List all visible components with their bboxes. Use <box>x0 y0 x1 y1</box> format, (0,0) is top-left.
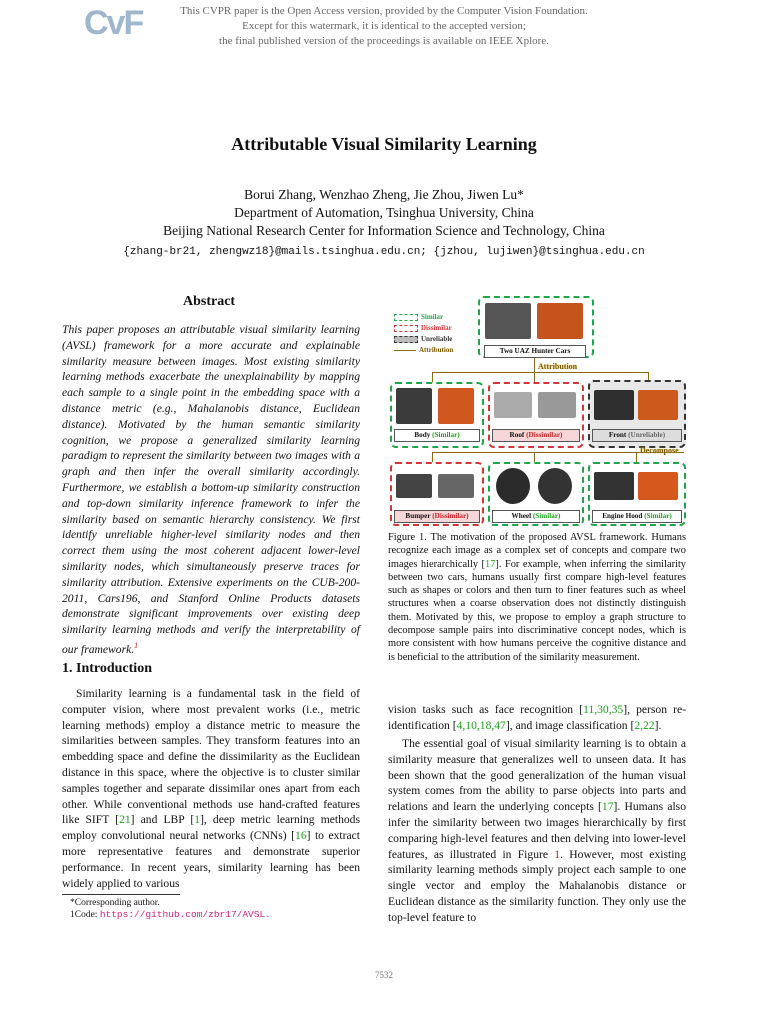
abstract-footnote-mark[interactable]: 1 <box>134 640 139 650</box>
intro-text-2: ] and LBP [ <box>130 813 195 827</box>
citations-face[interactable]: 11,30,35 <box>583 703 624 716</box>
figure-1-caption <box>388 531 686 664</box>
attribution-line-1 <box>432 372 648 373</box>
wheel-node-label <box>492 510 580 523</box>
affiliation-2: Beijing National Research Center for Information Science and Technology, China <box>163 223 605 238</box>
wheel-label-status: (Similar) <box>532 512 561 520</box>
top-node-label: Two UAZ Hunter Cars <box>484 345 586 358</box>
page-number: 7532 <box>375 970 393 980</box>
roof-node-label <box>492 429 580 442</box>
front-image-1 <box>594 390 634 420</box>
right-text-0d: ]. <box>654 718 662 732</box>
engine-hood-label-status: (Similar) <box>644 512 672 520</box>
footnote-code <box>70 909 271 921</box>
watermark-line-3: the final published version of the proceedings is available on IEEE Xplore. <box>219 35 549 47</box>
wheel-image-2 <box>538 468 572 504</box>
attribution-drop-2 <box>534 372 535 382</box>
legend-attribution-arrow <box>394 350 416 351</box>
decompose-drop-1 <box>432 452 433 462</box>
roof-label-status: (Dissimilar) <box>526 431 563 439</box>
citations-classification[interactable]: 2,22 <box>634 718 655 732</box>
legend-unreliable-label: Unreliable <box>421 335 453 343</box>
legend-similar <box>394 312 443 322</box>
paper-title: Attributable Visual Similarity Learning <box>231 134 537 154</box>
citation-16[interactable]: 16 <box>295 829 307 843</box>
legend-similar-swatch <box>394 314 418 321</box>
roof-image-2 <box>538 392 576 418</box>
attribution-drop-1 <box>432 372 433 382</box>
bumper-image-2 <box>438 474 474 498</box>
engine-hood-image-1 <box>594 472 634 500</box>
footnote-corresponding: *Corresponding author. <box>70 898 160 908</box>
legend-dissimilar-label: Dissimilar <box>421 324 452 332</box>
right-col-paragraph-1 <box>388 736 686 926</box>
legend-unreliable <box>394 334 452 344</box>
figure-1-ref[interactable]: 1 <box>554 847 561 861</box>
attribution-stem-1 <box>534 358 535 372</box>
intro-paragraph <box>62 686 360 891</box>
right-text-1c: . However, most existing similarity learning methods simply project each sample to one single vector and employ the Mahalanobis distance or Euclidean distance as the similarity function. They only use the top-level feature to <box>388 847 687 924</box>
attribution-text: Attribution <box>538 362 578 371</box>
bumper-node-label <box>394 510 480 523</box>
right-col-paragraph-0 <box>388 702 686 734</box>
caption-text-1: Figure 1. The motivation of the proposed AVSL framework. Humans recognize each image as a complex set of concepts and compare two images hierarchically [ <box>388 532 686 570</box>
watermark-line-1: This CVPR paper is the Open Access version, provided by the Computer Vision Foundation. <box>180 5 588 17</box>
intro-text-4: ] to extract more representative features and demonstrate superior performance. In recent years, similarity learning has been widely applied to various <box>62 829 360 890</box>
right-text-1a: The essential goal of visual similarity learning is to obtain a similarity measure that generalizes well to unseen data. It has been shown that the good generalization of the human visual system comes from the ability to parse objects into parts and relations and learn the underlying concepts [ <box>388 737 686 814</box>
footnote-rule <box>62 894 180 895</box>
footnote-code-label: 1Code: <box>70 910 100 920</box>
roof-image-1 <box>494 392 532 418</box>
body-label-status: (Similar) <box>432 431 460 439</box>
code-link[interactable]: https://github.com/zbr17/AVSL. <box>99 909 271 920</box>
legend-attribution-label: Attribution <box>419 346 454 354</box>
body-node-label <box>394 429 480 442</box>
front-node-label <box>592 429 682 442</box>
engine-hood-image-2 <box>638 472 678 500</box>
decompose-drop-2 <box>534 452 535 462</box>
right-text-0b: ], person re-identification [ <box>388 703 686 732</box>
intro-text-3: ], deep metric learning methods employ convolutional neural networks (CNNs) [ <box>62 813 360 843</box>
citation-21[interactable]: 21 <box>119 813 131 827</box>
caption-text-2: ]. For example, when inferring the similarity between two cars, humans usually first compare high-level features such as shapes or colors and then turn to finer features such as wheel structures when a coarse observation does not distinctly distinguish them. Motivated by this, we propose to employ a graph structure to decompose sample pairs into discriminative concept nodes, which is more consistent with how humans perceive the cognitive distance and is beneficial to the attribution of the similarity measurement. <box>388 558 686 663</box>
roof-label-name: Roof <box>509 431 525 439</box>
engine-hood-label-name: Engine Hood <box>602 512 643 520</box>
abstract-text: This paper proposes an attributable visual similarity learning (AVSL) framework for a more accurate and explainable similarity measure between images. Most existing similarity learning methods exacerbate the unexplainability by mapping each sample to a single point in the embedding space with a distance metric (e.g., Mahalanobis distance, Euclidean distance). Motivated by the human semantic similarity cognition, we propose a generalized similarity learning paradigm to represent the similarity between two images with a graph and then infer the overall similarity accordingly. Furthermore, we establish a bottom-up similarity construction and top-down similarity inference framework to infer the similarity based on semantic hierarchy consistency. We first identify unreliable higher-level similarity nodes and then correct them using the most coherent adjacent lower-level similarity nodes, which simultaneously preserve traces for similarity attribution. Extensive experiments on the CUB-200-2011, Cars196, and Stanford Online Products datasets demonstrate significant improvements over existing deep similarity learning methods and verify the interpretability of our framework. <box>62 323 360 656</box>
right-text-0a: vision tasks such as face recognition [ <box>388 703 584 716</box>
bumper-label-status: (Dissimilar) <box>432 512 469 520</box>
abstract-body <box>62 322 360 658</box>
citation-17[interactable]: 17 <box>601 800 614 814</box>
legend-similar-label: Similar <box>421 313 444 321</box>
right-text-1b: ]. Humans also infer the similarity between two images hierarchically by first comparing high-level features and then delving into lower-level features, as illustrated in Figure <box>388 800 686 861</box>
abstract-heading: Abstract <box>183 294 236 309</box>
citation-1[interactable]: 1 <box>194 813 201 827</box>
body-image-1 <box>396 388 432 424</box>
front-label-name: Front <box>608 431 627 439</box>
body-image-2 <box>438 388 474 424</box>
front-image-2 <box>638 390 678 420</box>
wheel-label-name: Wheel <box>511 512 532 520</box>
car-image-1 <box>485 303 531 339</box>
decompose-drop-3 <box>636 452 637 462</box>
caption-citation-17[interactable]: 17 <box>485 558 496 570</box>
body-label-name: Body <box>414 431 431 439</box>
affiliation-1: Department of Automation, Tsinghua University, China <box>234 205 534 220</box>
right-text-0c: ], and image classification [ <box>505 718 635 732</box>
watermark-line-2: Except for this watermark, it is identical to the accepted version; <box>242 20 526 32</box>
decompose-text: Decompose <box>640 446 679 455</box>
emails: {zhang-br21, zhengwz18}@mails.tsinghua.edu.cn; {jzhou, lujiwen}@tsinghua.edu.cn <box>123 246 645 258</box>
introduction-heading: 1. Introduction <box>62 661 152 676</box>
legend-dissimilar-swatch <box>394 325 418 332</box>
cvf-logo: CvF <box>84 4 143 42</box>
figure-1 <box>388 294 688 526</box>
front-label-status: (Unreliable) <box>628 431 666 439</box>
engine-hood-node-label <box>592 510 682 523</box>
legend-unreliable-swatch <box>394 336 418 343</box>
bumper-image-1 <box>396 474 432 498</box>
legend-dissimilar <box>394 323 452 333</box>
authors: Borui Zhang, Wenzhao Zheng, Jie Zhou, Jiwen Lu* <box>244 187 524 202</box>
wheel-image-1 <box>496 468 530 504</box>
bumper-label-name: Bumper <box>405 512 431 520</box>
citations-reid[interactable]: 4,10,18,47 <box>456 718 506 732</box>
intro-text-1: Similarity learning is a fundamental task in the field of computer vision, where most prevalent works (i.e., metric learning methods) employ a distance metric to measure the similarities between samples. They transform features into an embedding space and define the dissimilarity as the Euclidean distance in this space, where the objective is to cluster similar samples together and separate dissimilar ones apart from each other. While conventional methods use hand-crafted features like SIFT [ <box>62 687 360 827</box>
legend-attribution <box>394 345 453 355</box>
car-image-2 <box>537 303 583 339</box>
